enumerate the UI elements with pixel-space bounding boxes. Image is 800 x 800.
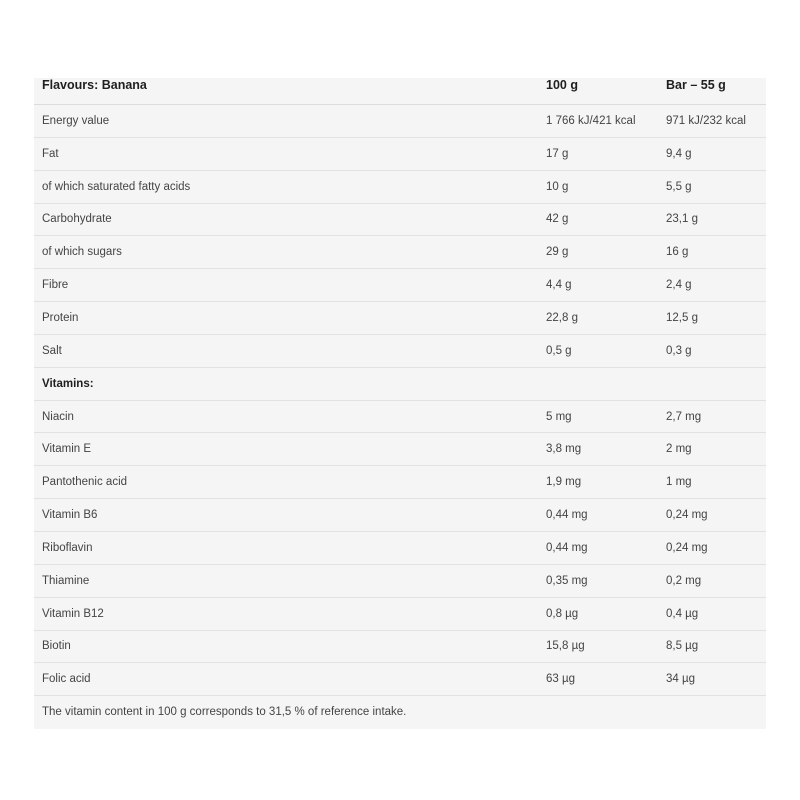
vitamin-name: Vitamin B12 [34, 597, 536, 630]
value-100g: 10 g [536, 170, 666, 203]
table-row [34, 170, 766, 203]
table-row [34, 302, 766, 335]
footnote-text: The vitamin content in 100 g corresponds to 31,5 % of reference intake. [42, 706, 407, 719]
value-bar: 1 mg [666, 466, 766, 499]
value-bar: 0,3 g [666, 334, 766, 367]
nutrition-table-container [34, 78, 766, 729]
value-100g: 0,8 µg [536, 597, 666, 630]
empty-cell [666, 367, 766, 400]
table-row [34, 334, 766, 367]
nutrient-name: Carbohydrate [34, 203, 536, 236]
value-100g: 3,8 mg [536, 433, 666, 466]
vitamin-name: Niacin [34, 400, 536, 433]
vitamin-name: Vitamin E [34, 433, 536, 466]
value-bar: 2 mg [666, 433, 766, 466]
value-bar: 5,5 g [666, 170, 766, 203]
vitamin-name: Riboflavin [34, 531, 536, 564]
table-row [34, 236, 766, 269]
value-100g: 22,8 g [536, 302, 666, 335]
header-flavour: Flavours: Banana [34, 78, 536, 105]
table-row [34, 564, 766, 597]
table-row [34, 499, 766, 532]
nutrient-name: Protein [34, 302, 536, 335]
nutrition-table [34, 78, 766, 729]
value-bar: 8,5 µg [666, 630, 766, 663]
value-100g: 29 g [536, 236, 666, 269]
value-bar: 0,2 mg [666, 564, 766, 597]
table-row [34, 630, 766, 663]
value-bar: 971 kJ/232 kcal [666, 105, 766, 138]
empty-cell [536, 367, 666, 400]
vitamin-name: Biotin [34, 630, 536, 663]
table-row [34, 531, 766, 564]
nutrient-name: Fibre [34, 269, 536, 302]
vitamin-name: Pantothenic acid [34, 466, 536, 499]
table-row [34, 137, 766, 170]
table-row [34, 203, 766, 236]
table-row [34, 105, 766, 138]
table-header-row [34, 78, 766, 105]
nutrient-name: of which sugars [34, 236, 536, 269]
nutrient-name: of which saturated fatty acids [34, 170, 536, 203]
vitamin-name: Thiamine [34, 564, 536, 597]
value-bar: 16 g [666, 236, 766, 269]
table-row [34, 433, 766, 466]
value-100g: 4,4 g [536, 269, 666, 302]
value-100g: 5 mg [536, 400, 666, 433]
header-bar: Bar – 55 g [666, 78, 766, 105]
value-bar: 9,4 g [666, 137, 766, 170]
header-100g: 100 g [536, 78, 666, 105]
table-row [34, 269, 766, 302]
table-row [34, 466, 766, 499]
value-100g: 1 766 kJ/421 kcal [536, 105, 666, 138]
value-bar: 0,4 µg [666, 597, 766, 630]
nutrient-name: Salt [34, 334, 536, 367]
value-100g: 1,9 mg [536, 466, 666, 499]
value-100g: 0,35 mg [536, 564, 666, 597]
value-100g: 0,44 mg [536, 531, 666, 564]
value-bar: 34 µg [666, 663, 766, 696]
value-100g: 15,8 µg [536, 630, 666, 663]
nutrient-name: Energy value [34, 105, 536, 138]
footnote-row [34, 696, 766, 729]
vitamin-name: Folic acid [34, 663, 536, 696]
value-bar: 0,24 mg [666, 499, 766, 532]
value-100g: 42 g [536, 203, 666, 236]
value-bar: 2,7 mg [666, 400, 766, 433]
value-100g: 63 µg [536, 663, 666, 696]
value-bar: 23,1 g [666, 203, 766, 236]
value-100g: 0,44 mg [536, 499, 666, 532]
value-bar: 12,5 g [666, 302, 766, 335]
vitamins-heading: Vitamins: [34, 367, 536, 400]
table-row [34, 400, 766, 433]
vitamin-name: Vitamin B6 [34, 499, 536, 532]
table-row [34, 663, 766, 696]
nutrient-name: Fat [34, 137, 536, 170]
value-100g: 17 g [536, 137, 666, 170]
table-row [34, 597, 766, 630]
value-bar: 0,24 mg [666, 531, 766, 564]
vitamins-section-row [34, 367, 766, 400]
value-bar: 2,4 g [666, 269, 766, 302]
value-100g: 0,5 g [536, 334, 666, 367]
